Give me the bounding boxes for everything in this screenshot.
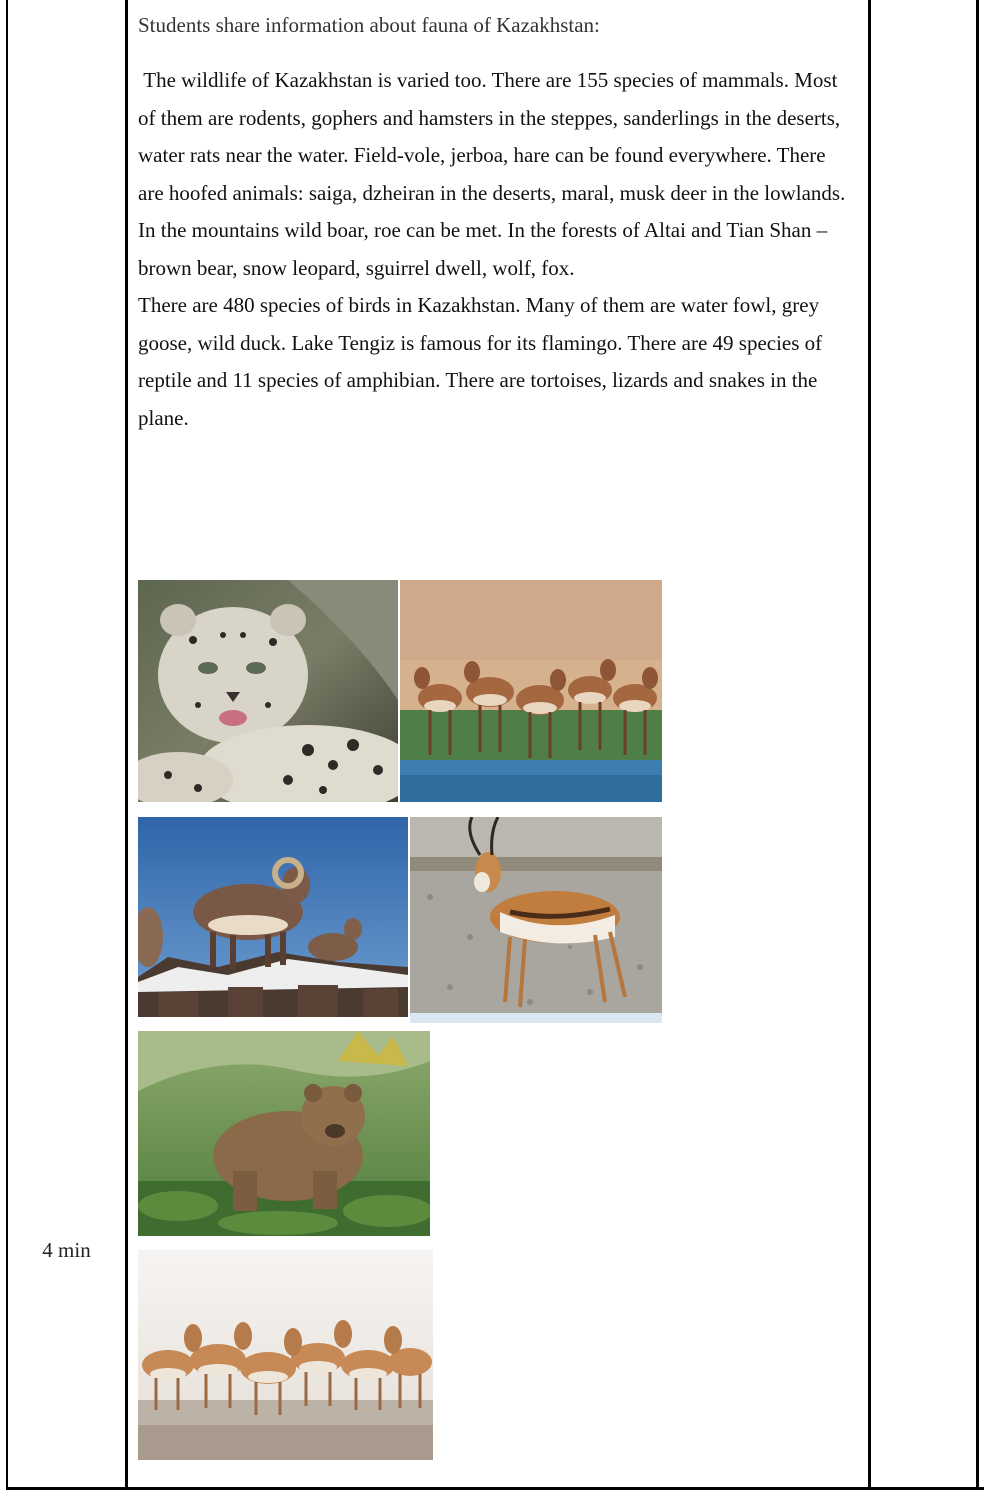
paragraph-mammals-text: The wildlife of Kazakhstan is varied too. There are 155 species of mammals. Most of them are rodents, gophers and hamsters in the steppes, sanderlings in the deserts, water rats near the water. Field-vole, jerboa, hare can be found everywhere. There are hoofed animals: saiga, dzheiran in the deserts, maral, musk deer in the lowlands. In the mountains wild boar, roe can be met. In the forests of Altai and Tian Shan – brown bear, snow leopard, sguirrel dwell, wolf, fox.	[138, 68, 846, 280]
table-border-column	[868, 0, 871, 1490]
mountain-sheep-photo	[138, 817, 408, 1017]
content-cell	[138, 10, 853, 437]
time-cell: 4 min	[42, 1238, 91, 1262]
intro-text: Students share information about fauna of Kazakhstan:	[138, 13, 600, 37]
saiga-photo	[400, 580, 662, 802]
gazelle-photo	[410, 817, 662, 1023]
paragraph-mammals	[138, 62, 853, 287]
table-border-left	[6, 0, 8, 1490]
paragraph-birds: There are 480 species of birds in Kazakhstan. Many of them are water fowl, grey goose, wild duck. Lake Tengiz is famous for its flamingo. There are 49 species of reptile and 11 species of amphibian. There are tortoises, lizards and snakes in the plane.	[138, 293, 823, 430]
brown-bear-photo	[138, 1031, 430, 1236]
kulan-herd-photo	[138, 1250, 433, 1460]
snow-leopard-photo	[138, 580, 398, 802]
table-border-column	[125, 0, 128, 1490]
table-border-right	[976, 0, 979, 1490]
table-border-bottom	[6, 1487, 984, 1490]
